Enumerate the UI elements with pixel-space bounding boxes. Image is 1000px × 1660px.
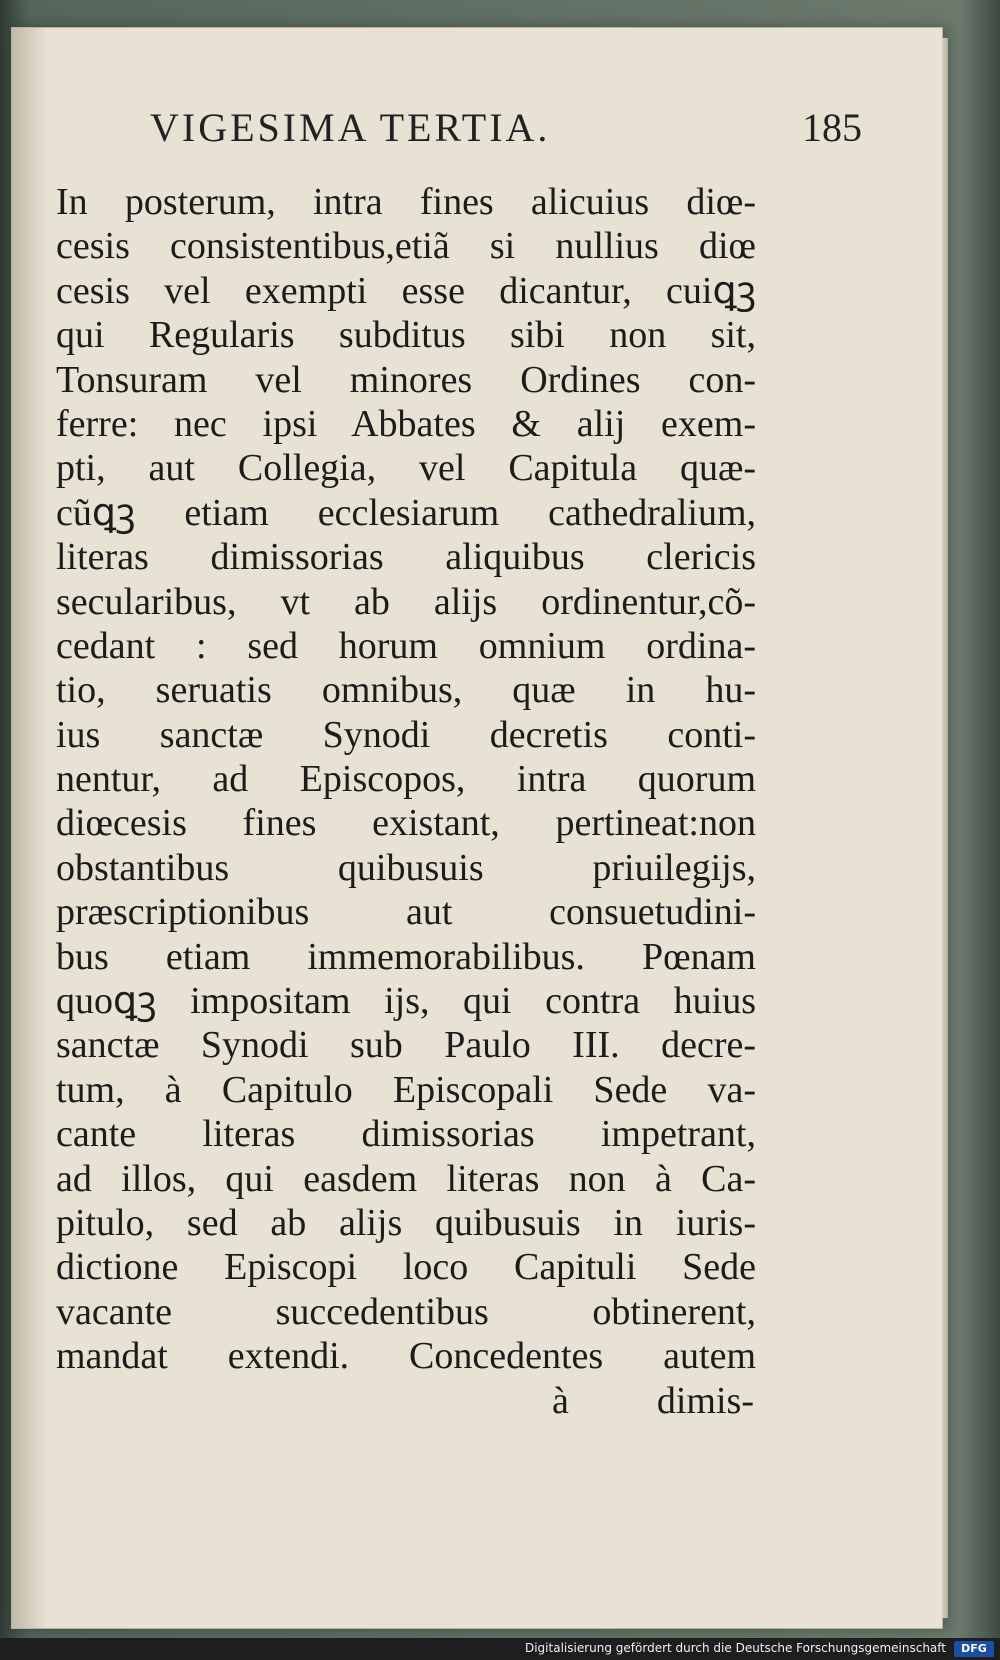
text-line: diœcesis fines existant, pertineat:non [56,802,756,845]
text-line: pitulo, sed ab alijs quibusuis in iuris- [56,1201,756,1244]
body-text [56,180,756,1423]
text-line: secularibus, vt ab alijs ordinentur,cõ- [56,580,756,623]
text-line: cante literas dimissorias impetrant, [56,1113,756,1156]
text-line: præscriptionibus aut consuetudini- [56,891,756,934]
text-line: bus etiam immemorabilibus. Pœnam [56,935,756,978]
text-line: nentur, ad Episcopos, intra quorum [56,758,756,801]
text-line: dictione Episcopi loco Capituli Sede [56,1246,756,1289]
text-line: ferre: nec ipsi Abbates & alij exem- [56,402,756,445]
dfg-logo: DFG [954,1641,994,1657]
text-line: qui Regularis subditus sibi non sit, [56,314,756,357]
text-line: cũꝗꝫ etiam ecclesiarum cathedralium, [56,491,756,534]
text-line: In posterum, intra fines alicuius diœ- [56,181,756,223]
text-line: literas dimissorias aliquibus clericis [56,536,756,579]
text-line: sanctæ Synodi sub Paulo III. decre- [56,1024,756,1067]
digitization-footer [0,1638,1000,1660]
text-line: cesis consistentibus,etiã si nullius diœ [56,225,756,268]
running-head: VIGESIMA TERTIA. [150,105,551,150]
footer-credit: Digitalisierung gefördert durch die Deutsche Forschungsgemeinschaft [524,1641,946,1655]
page-header [142,104,862,168]
text-line: cedant : sed horum omnium ordina- [56,624,756,667]
text-line: quoꝗꝫ impositam ijs, qui contra huius [56,980,756,1023]
text-line: ad illos, qui easdem literas non à Ca- [56,1157,756,1200]
text-line: pti, aut Collegia, vel Capitula quæ- [56,447,756,490]
catchword-line [56,1379,756,1423]
text-line: ius sanctæ Synodi decretis conti- [56,713,756,756]
text-line: cesis vel exempti esse dicantur, cuiꝗꝫ [56,269,756,312]
text-line: vacante succedentibus obtinerent, [56,1290,756,1333]
text-line: mandat extendi. Concedentes autem [56,1335,756,1378]
book-page [12,28,942,1628]
page-edge [942,38,948,1618]
catchword: à [552,1379,569,1422]
text-line: tum, à Capitulo Episcopali Sede va- [56,1068,756,1111]
text-line: Tonsuram vel minores Ordines con- [56,358,756,401]
page-number: 185 [802,105,862,150]
text-line: tio, seruatis omnibus, quæ in hu- [56,669,756,712]
text-line: obstantibus quibusuis priuilegijs, [56,846,756,889]
catchword: dimis- [656,1379,754,1422]
